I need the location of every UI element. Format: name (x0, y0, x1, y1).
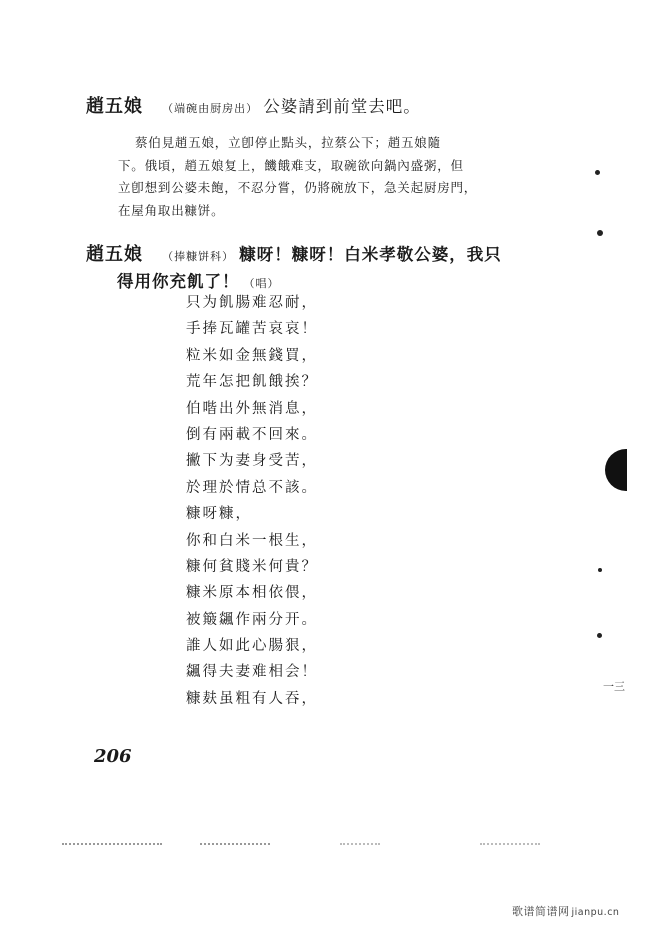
binding-hole-mark (597, 633, 602, 638)
lyric-line: 糠米原本相依偎， (186, 585, 318, 602)
direction-line: 蔡伯見趙五娘，立卽停止點头，拉蔡公下；趙五娘隨 (135, 135, 441, 150)
binding-hole-mark (595, 170, 600, 175)
lyric-line: 糠麸虽粗有人吞， (186, 690, 318, 707)
speech-text: 公婆請到前堂去吧。 (263, 97, 421, 116)
song-lyrics (186, 290, 318, 712)
lyric-line: 只为飢腸难忍耐， (186, 295, 318, 311)
lyric-line: 於理於情总不該。 (186, 479, 318, 496)
scan-artifact-line (62, 843, 162, 847)
lyric-line: 誰人如此心腸狠， (186, 638, 318, 655)
lyric-line: 伯喈出外無消息， (186, 400, 318, 417)
stage-direction: （端碗由厨房出） (162, 102, 259, 115)
lyric-line: 糠呀糠， (186, 506, 252, 523)
lyric-line: 倒有兩載不回來。 (186, 426, 318, 443)
sing-cue: （唱） (243, 277, 280, 290)
site-watermark (512, 903, 619, 919)
speech-text: 得用你充飢了！ (117, 272, 240, 291)
watermark-domain: jianpu.cn (571, 907, 620, 918)
stage-direction: （捧糠饼科） (162, 250, 235, 263)
lyric-line: 荒年怎把飢餓挨？ (186, 374, 318, 391)
lyric-line: 被簸飊作兩分开。 (186, 611, 318, 628)
speaker-name: 趙五娘 (86, 96, 143, 117)
direction-line: 立卽想到公婆未飽，不忍分嘗，仍將碗放下，急关起厨房門， (118, 180, 478, 195)
watermark-site-name: 歌谱简谱网 (512, 905, 570, 918)
scan-artifact-line (480, 843, 540, 847)
speaker-name: 趙五娘 (86, 244, 143, 265)
margin-page-marker: 一三 (603, 680, 625, 693)
page-number: 206 (94, 746, 132, 767)
dialogue-block-1 (86, 92, 421, 118)
lyric-line: 你和白米一根生， (186, 532, 318, 549)
direction-line: 下。俄頃，趙五娘复上，饑餓难支，取碗欲向鍋內盛粥，但 (118, 157, 464, 173)
lyric-line: 糠何貧賤米何貴？ (186, 558, 318, 575)
speech-text: 糠呀！糠呀！白米孝敬公婆，我只 (239, 245, 502, 264)
lyric-line: 撇下为妻身受苦， (186, 453, 318, 470)
scan-artifact-line (200, 843, 270, 847)
lyric-line: 粒米如金無錢買， (186, 347, 318, 364)
binding-hole-mark (598, 568, 602, 572)
stage-direction-paragraph (118, 132, 478, 222)
lyric-line: 手捧瓦罐苦哀哀！ (186, 321, 318, 338)
page-tab-mark (605, 449, 627, 491)
binding-hole-mark (597, 230, 603, 236)
dialogue-block-2 (86, 240, 502, 266)
scan-artifact-line (340, 843, 380, 847)
lyric-line: 飊得夫妻难相会！ (186, 664, 318, 681)
speech-continuation (117, 268, 280, 292)
direction-line: 在屋角取出糠饼。 (118, 202, 225, 218)
